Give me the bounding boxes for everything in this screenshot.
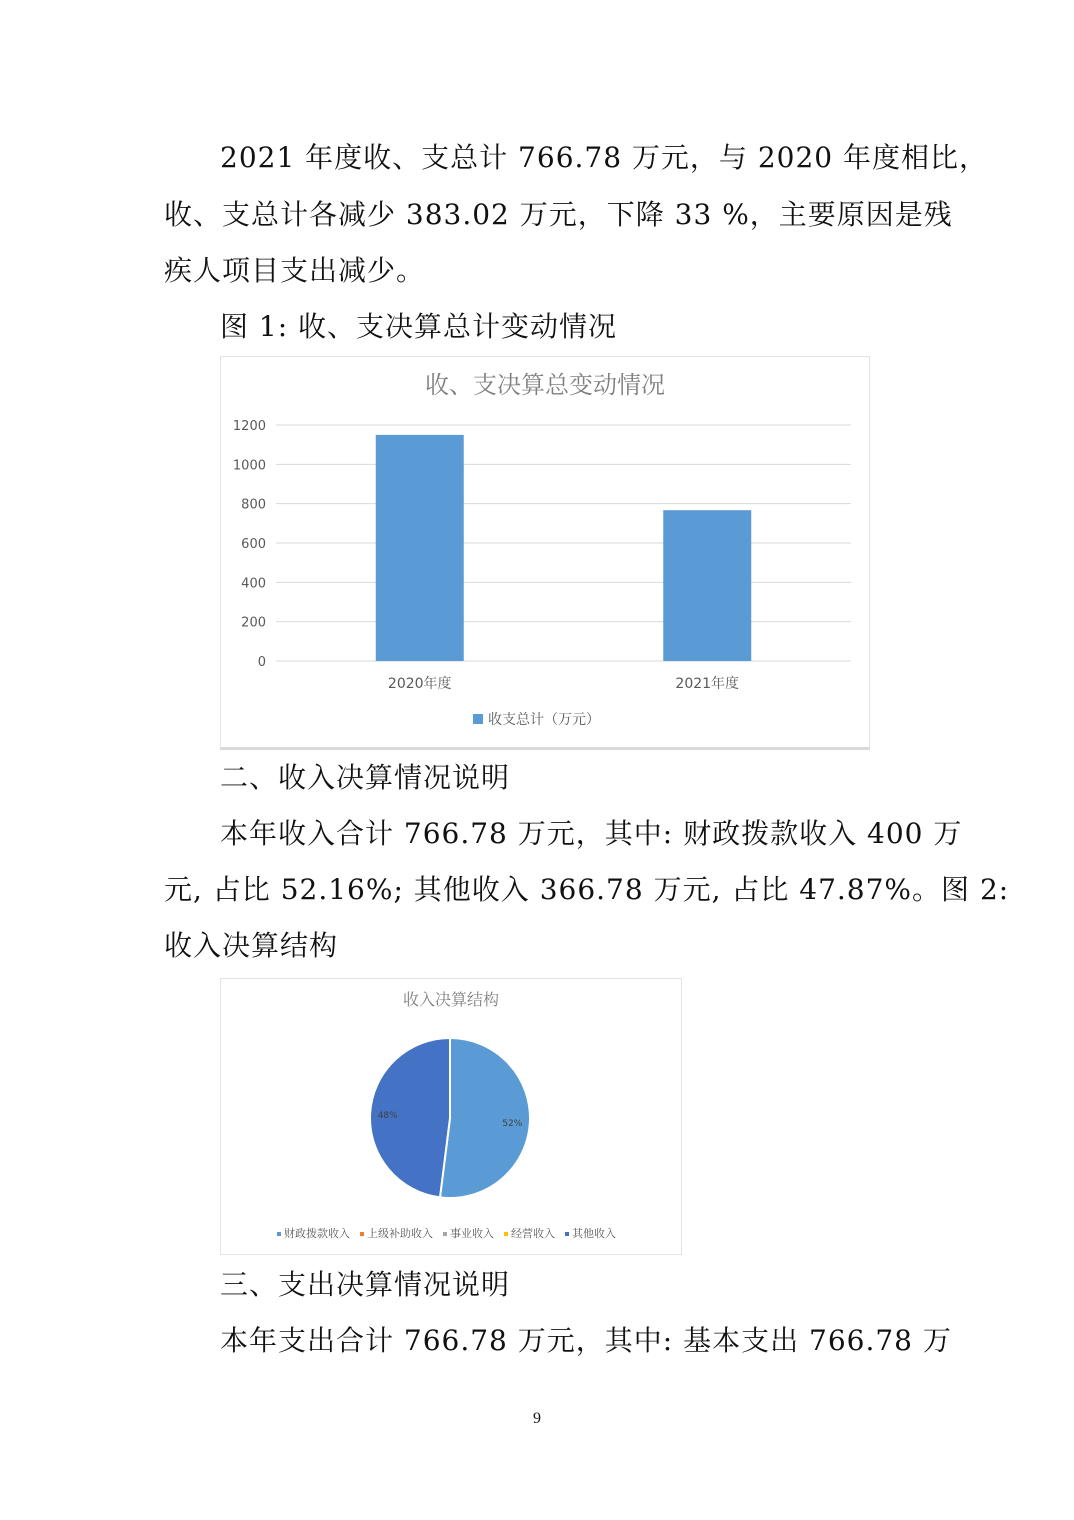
pie-legend-swatch-0 xyxy=(277,1232,281,1236)
page-number: 9 xyxy=(533,1410,541,1427)
pie-legend-swatch-1 xyxy=(360,1232,364,1236)
pie-legend-label-3: 经营收入 xyxy=(511,1227,555,1240)
bar-1 xyxy=(663,510,751,661)
bar-chart-plot xyxy=(221,357,869,747)
paragraph2-line2: 元, 占比 52.16%; 其他收入 366.78 万元, 占比 47.87%。图 2: xyxy=(164,873,1010,906)
x-tick-label-1: 2021年度 xyxy=(675,676,740,692)
figure1-caption: 图 1: 收、支决算总计变动情况 xyxy=(220,310,618,343)
bar-chart-title: 收、支决算总变动情况 xyxy=(425,371,665,399)
paragraph2-line1: 本年收入合计 766.78 万元，其中: 财政拨款收入 400 万 xyxy=(220,817,963,850)
paragraph1-line1: 2021 年度收、支总计 766.78 万元，与 2020 年度相比， xyxy=(220,141,988,174)
pie-chart xyxy=(220,978,682,1255)
pie-data-label-4: 48% xyxy=(377,1111,398,1122)
section2-heading: 二、收入决算情况说明 xyxy=(220,761,511,794)
y-tick-label-0: 0 xyxy=(257,655,266,670)
pie-chart-plot xyxy=(221,979,681,1254)
paragraph3-line1: 本年支出合计 766.78 万元，其中: 基本支出 766.78 万 xyxy=(220,1324,952,1357)
y-tick-label-4: 800 xyxy=(241,497,266,513)
pie-legend-label-4: 其他收入 xyxy=(572,1227,616,1240)
pie-legend-swatch-4 xyxy=(565,1232,569,1236)
y-tick-label-5: 1000 xyxy=(232,458,266,474)
pie-legend-swatch-2 xyxy=(443,1232,447,1236)
y-tick-label-1: 200 xyxy=(241,615,266,631)
section3-heading: 三、支出决算情况说明 xyxy=(220,1268,511,1301)
bar-0 xyxy=(376,435,464,661)
pie-legend-label-1: 上级补助收入 xyxy=(367,1227,433,1240)
bar-chart xyxy=(220,356,870,750)
pie-data-label-0: 52% xyxy=(502,1118,523,1129)
y-tick-label-6: 1200 xyxy=(232,419,266,434)
legend-label: 收支总计（万元） xyxy=(488,712,600,728)
x-tick-label-0: 2020年度 xyxy=(387,676,452,692)
paragraph1-line3: 疾人项目支出减少。 xyxy=(164,254,426,287)
legend-swatch xyxy=(473,714,483,724)
pie-legend-swatch-3 xyxy=(504,1232,508,1236)
pie-legend-label-2: 事业收入 xyxy=(450,1227,494,1240)
paragraph2-line3: 收入决算结构 xyxy=(164,929,339,962)
y-tick-label-2: 400 xyxy=(241,576,266,592)
paragraph1-line2: 收、支总计各减少 383.02 万元，下降 33 %，主要原因是残 xyxy=(164,198,953,231)
pie-chart-title: 收入决算结构 xyxy=(402,990,499,1009)
pie-legend-label-0: 财政拨款收入 xyxy=(284,1227,350,1240)
y-tick-label-3: 600 xyxy=(241,537,266,552)
